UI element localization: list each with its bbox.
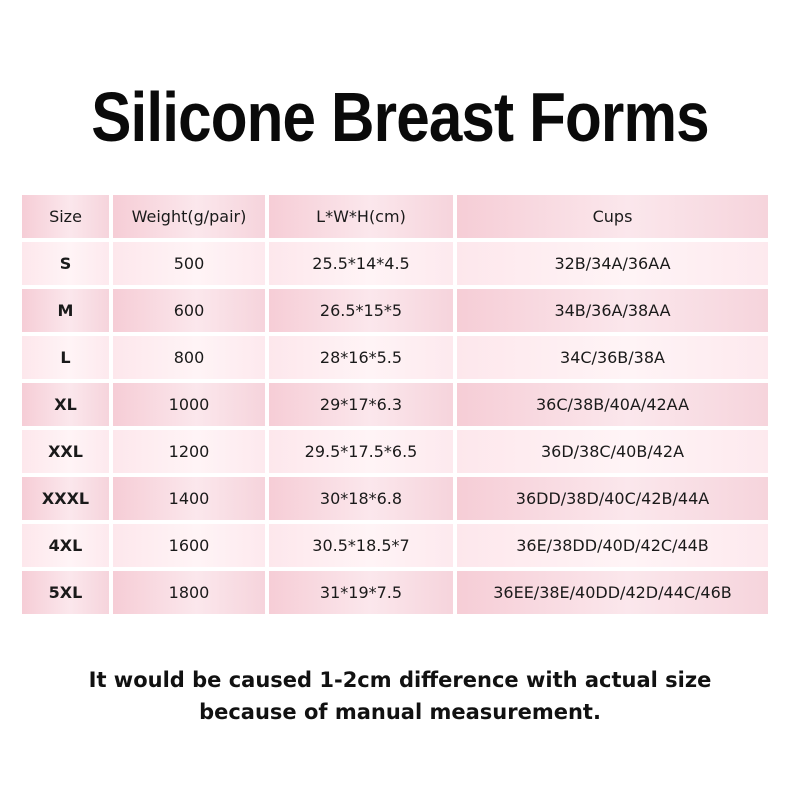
weight-cell: 500 [113, 242, 265, 285]
cups-cell: 36EE/38E/40DD/42D/44C/46B [457, 571, 768, 614]
weight-cell: 1200 [113, 430, 265, 473]
table-row [22, 524, 772, 567]
header-size: Size [22, 195, 109, 238]
dimensions-cell: 26.5*15*5 [269, 289, 453, 332]
cups-cell: 32B/34A/36AA [457, 242, 768, 285]
table-row [22, 477, 772, 520]
dimensions-cell: 31*19*7.5 [269, 571, 453, 614]
size-cell: XL [22, 383, 109, 426]
note-line-1: It would be caused 1-2cm difference with actual size [88, 668, 712, 692]
table-row [22, 383, 772, 426]
size-cell: S [22, 242, 109, 285]
size-cell: M [22, 289, 109, 332]
table-row [22, 430, 772, 473]
cups-cell: 36C/38B/40A/42AA [457, 383, 768, 426]
weight-cell: 1400 [113, 477, 265, 520]
size-cell: 5XL [22, 571, 109, 614]
page-title: Silicone Breast Forms [91, 78, 709, 156]
weight-cell: 600 [113, 289, 265, 332]
dimensions-cell: 29*17*6.3 [269, 383, 453, 426]
weight-cell: 1800 [113, 571, 265, 614]
dimensions-cell: 30.5*18.5*7 [269, 524, 453, 567]
table-row [22, 242, 772, 285]
table-row [22, 336, 772, 379]
header-dimensions: L*W*H(cm) [269, 195, 453, 238]
header-cups: Cups [457, 195, 768, 238]
header-weight: Weight(g/pair) [113, 195, 265, 238]
dimensions-cell: 25.5*14*4.5 [269, 242, 453, 285]
size-cell: 4XL [22, 524, 109, 567]
table-row [22, 289, 772, 332]
weight-cell: 1600 [113, 524, 265, 567]
size-table [22, 195, 772, 618]
size-cell: L [22, 336, 109, 379]
table-row [22, 571, 772, 614]
size-cell: XXXL [22, 477, 109, 520]
cups-cell: 36DD/38D/40C/42B/44A [457, 477, 768, 520]
cups-cell: 36D/38C/40B/42A [457, 430, 768, 473]
weight-cell: 800 [113, 336, 265, 379]
dimensions-cell: 29.5*17.5*6.5 [269, 430, 453, 473]
cups-cell: 34C/36B/38A [457, 336, 768, 379]
cups-cell: 36E/38DD/40D/42C/44B [457, 524, 768, 567]
weight-cell: 1000 [113, 383, 265, 426]
dimensions-cell: 28*16*5.5 [269, 336, 453, 379]
measurement-note [0, 664, 800, 728]
table-header-row [22, 195, 772, 238]
dimensions-cell: 30*18*6.8 [269, 477, 453, 520]
cups-cell: 34B/36A/38AA [457, 289, 768, 332]
size-cell: XXL [22, 430, 109, 473]
note-line-2: because of manual measurement. [199, 700, 601, 724]
